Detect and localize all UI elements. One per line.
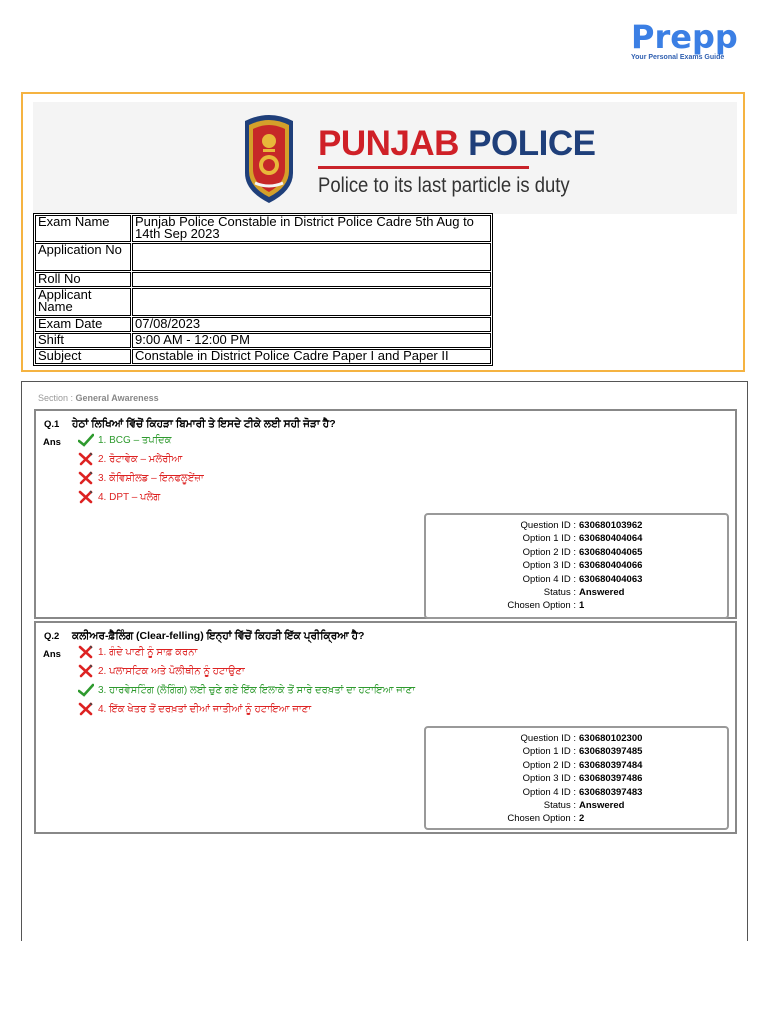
meta-label-option-1-id: Option 1 ID :	[522, 746, 576, 758]
meta-label-status: Status :	[543, 800, 576, 811]
exam-info-row	[35, 317, 491, 332]
question-number: Q.1	[44, 419, 60, 430]
section-label	[38, 393, 159, 403]
answer-option	[78, 433, 171, 447]
exam-info-label: Exam Name	[35, 215, 131, 242]
meta-label-option-2-id: Option 2 ID :	[522, 759, 576, 771]
answer-option	[78, 490, 160, 504]
prepp-logo	[631, 20, 751, 66]
meta-label-option-3-id: Option 3 ID :	[522, 560, 576, 572]
meta-label-option-3-id: Option 3 ID :	[522, 773, 576, 785]
exam-info-value: 9:00 AM - 12:00 PM	[132, 333, 491, 348]
meta-label-chosen-option: Chosen Option :	[507, 600, 576, 612]
banner-title	[318, 124, 595, 164]
exam-info-row	[35, 333, 491, 348]
wrong-cross-icon	[78, 664, 94, 678]
answer-option-text: 3. ਹਾਰਵੇਸਟਿੰਗ (ਲੋਗਿੰਗ) ਲਈ ਚੁਣੇ ਗਏ ਇੱਕ ਇਲਾਕੇ ਤੋਂ ਸਾਰੇ ਦਰਖ਼ਤਾਂ ਦਾ ਹਟਾਇਆ ਜਾਣਾ	[98, 684, 416, 696]
meta-label-option-2-id: Option 2 ID :	[522, 546, 576, 558]
answer-option-text: 2. ਰੋਟਾਵੇਕ – ਮਲੇਰੀਆ	[98, 453, 183, 465]
meta-label-question-id: Question ID :	[520, 733, 576, 744]
section-prefix: Section :	[38, 393, 74, 403]
question-meta-box	[424, 513, 729, 619]
meta-value-option-4-id: 630680397483	[579, 786, 643, 798]
wrong-cross-icon	[78, 471, 94, 485]
answer-option	[78, 683, 415, 697]
meta-label-status: Status :	[543, 587, 576, 598]
exam-info-label: Applicant Name	[35, 288, 131, 316]
meta-label-chosen-option: Chosen Option :	[507, 813, 576, 825]
punjab-police-banner	[33, 102, 737, 214]
wrong-cross-icon	[78, 702, 94, 716]
punjab-police-crest-icon	[241, 111, 297, 205]
meta-value-question-id: 630680103962	[579, 520, 643, 531]
meta-value-option-1-id: 630680397485	[579, 746, 643, 758]
meta-label-option-4-id: Option 4 ID :	[522, 573, 576, 585]
meta-value-option-4-id: 630680404063	[579, 573, 643, 585]
banner-title-part2: POLICE	[468, 124, 596, 163]
answer-option-text: 4. ਇੱਕ ਖੇਤਰ ਤੋਂ ਦਰਖ਼ਤਾਂ ਦੀਆਂ ਜਾਤੀਆਂ ਨੂੰ ਹਟਾਇਆ ਜਾਣਾ	[98, 703, 312, 715]
question-meta-box	[424, 726, 729, 830]
exam-info-label: Roll No	[35, 272, 131, 287]
answer-option	[78, 664, 245, 678]
exam-info-row	[35, 288, 491, 316]
response-sheet	[21, 381, 748, 941]
answer-option-text: 3. ਕੋਵਿਸ਼ੀਲਡ – ਇਨਫਲੂਏਂਜ਼ਾ	[98, 472, 204, 484]
answer-option	[78, 702, 311, 716]
answer-option	[78, 645, 197, 659]
exam-info-row	[35, 215, 491, 242]
meta-value-status: Answered	[579, 587, 625, 598]
wrong-cross-icon	[78, 490, 94, 504]
wrong-cross-icon	[78, 645, 94, 659]
section-name: General Awareness	[75, 393, 159, 403]
banner-rule	[318, 166, 529, 169]
banner-motto: Police to its last particle is duty	[318, 174, 570, 197]
answer-option	[78, 471, 204, 485]
exam-info-value: Punjab Police Constable in District Police Cadre 5th Aug to 14th Sep 2023	[132, 215, 491, 242]
question-text: ਕਲੀਅਰ-ਫ਼ੈਲਿੰਗ (Clear-felling) ਇਨ੍ਹਾਂ ਵਿੱਚੋਂ ਕਿਹੜੀ ਇੱਕ ਪ੍ਰੀਕ੍ਰਿਆ ਹੈ?	[72, 630, 365, 642]
exam-info-value	[132, 243, 491, 271]
meta-value-chosen-option: 1	[579, 600, 585, 612]
meta-value-option-2-id: 630680397484	[579, 759, 643, 771]
answer-option-text: 1. ਗੰਦੇ ਪਾਣੀ ਨੂੰ ਸਾਫ਼ ਕਰਨਾ	[98, 646, 198, 658]
exam-info-label: Shift	[35, 333, 131, 348]
exam-info-label: Exam Date	[35, 317, 131, 332]
exam-info-value: 07/08/2023	[132, 317, 491, 332]
exam-info-label: Application No	[35, 243, 131, 271]
meta-label-option-4-id: Option 4 ID :	[522, 786, 576, 798]
exam-info-label: Subject	[35, 349, 131, 364]
meta-value-option-2-id: 630680404065	[579, 546, 643, 558]
correct-tick-icon	[78, 433, 94, 447]
exam-info-value	[132, 288, 491, 316]
question-panel	[34, 621, 737, 834]
answer-option-text: 2. ਪਲਾਸਟਿਕ ਅਤੇ ਪੋਲੀਥੀਨ ਨੂੰ ਹਟਾਉਣਾ	[98, 665, 245, 677]
meta-value-option-3-id: 630680404066	[579, 560, 643, 572]
answer-label: Ans	[43, 437, 61, 448]
exam-header-card	[21, 92, 745, 372]
meta-label-question-id: Question ID :	[520, 520, 576, 531]
prepp-logo-word: Prepp	[631, 18, 738, 56]
meta-value-question-id: 630680102300	[579, 733, 643, 744]
exam-info-row	[35, 243, 491, 271]
answer-option	[78, 452, 182, 466]
question-text: ਹੇਠਾਂ ਲਿਖਿਆਂ ਵਿੱਚੋਂ ਕਿਹੜਾ ਬਿਮਾਰੀ ਤੇ ਇਸਦੇ ਟੀਕੇ ਲਈ ਸਹੀ ਜੋੜਾ ਹੈ?	[72, 418, 336, 430]
meta-label-option-1-id: Option 1 ID :	[522, 533, 576, 545]
meta-value-option-1-id: 630680404064	[579, 533, 643, 545]
banner-title-part1: PUNJAB	[318, 124, 459, 163]
correct-tick-icon	[78, 683, 94, 697]
answer-option-text: 4. DPT – ਪਲੇਗ	[98, 491, 161, 503]
answer-label: Ans	[43, 649, 61, 660]
question-number: Q.2	[44, 631, 60, 642]
exam-info-row	[35, 349, 491, 364]
exam-info-value	[132, 272, 491, 287]
wrong-cross-icon	[78, 452, 94, 466]
meta-value-chosen-option: 2	[579, 813, 585, 825]
exam-info-value: Constable in District Police Cadre Paper I and Paper II	[132, 349, 491, 364]
meta-value-option-3-id: 630680397486	[579, 773, 643, 785]
prepp-logo-tagline: Your Personal Exams Guide	[631, 54, 725, 61]
exam-info-table	[33, 213, 493, 366]
exam-info-row	[35, 272, 491, 287]
question-panel	[34, 409, 737, 619]
answer-option-text: 1. BCG – ਤਪਦਿਕ	[98, 434, 172, 446]
meta-value-status: Answered	[579, 800, 625, 811]
